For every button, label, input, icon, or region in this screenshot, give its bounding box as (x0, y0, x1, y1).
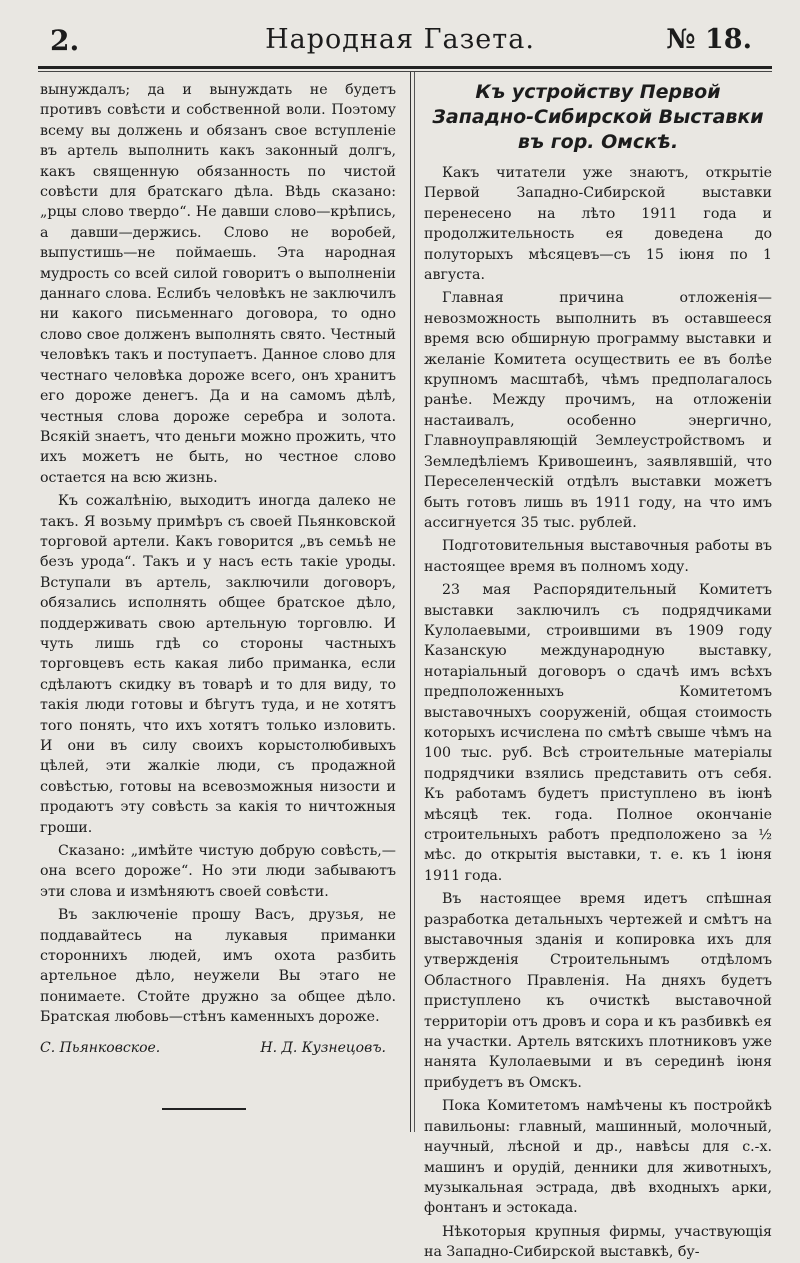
page-number: 2. (50, 24, 80, 57)
right-column (424, 80, 772, 1263)
header-rule-thin (38, 71, 772, 72)
right-paragraph: Нѣкоторыя крупныя фирмы, участвующія на Западно-Сибирской выставкѣ, бу- (424, 1223, 772, 1261)
newspaper-title: Народная Газета. (265, 24, 535, 55)
right-paragraph: 23 мая Распорядительный Комитетъ выставки заключилъ съ подрядчиками Кулолаевыми, строившими въ 1909 году Казанскую международную выставку, нотаріальный договоръ о сдачѣ имъ всѣхъ предположенныхъ Комитетомъ выставочныхъ сооруженій, общая стоимость которыхъ исчислена по смѣтѣ свыше чѣмъ на 100 тыс. руб. Всѣ строительные матеріалы подрядчики взялись представить отъ себя. Къ работамъ будетъ приступлено въ іюнѣ мѣсяцѣ тек. года. Полное окончаніе строительныхъ работъ предположено за ½ мѣс. до открытія выставки, т. е. къ 1 іюня 1911 года. (424, 582, 772, 884)
article-title: Къ устройству Первой Западно-Сибирской Выставки въ гор. Омскѣ. (432, 81, 764, 153)
left-paragraph: Въ заключеніе прошу Васъ, друзья, не поддавайтесь на лукавыя приманки стороннихъ людей, имъ охота разбить артельное дѣло, неужели Вы этаго не понимаете. Стойте дружно за общее дѣло. Братская любовь—стѣнъ каменныхъ дороже. (40, 907, 396, 1026)
signature-author: Н. Д. Кузнецовъ. (260, 1039, 386, 1056)
left-paragraph: Къ сожалѣнію, выходитъ иногда далеко не такъ. Я возьму примѣръ съ своей Пьянковской торговой артели. Какъ говорится „въ семьѣ не безъ урода“. Такъ и у насъ есть такіе уроды. Вступали въ артель, заключили договоръ, обязались исполнять общее братское дѣло, поддерживать свою артельную торговлю. И чуть лишь гдѣ со стороны частныхъ торговцевъ есть какая либо приманка, если сдѣлаютъ скидку въ товарѣ и то для виду, то такія люди готовы и бѣгутъ туда, и не хотятъ того понять, что ихъ хотятъ только изловить. И они въ силу своихъ корыстолюбивыхъ цѣлей, эти жалкіе люди, съ продажной совѣстью, готовы на всевозможныя низости и продаютъ эту совѣсть за какія то ничтожныя гроши. (40, 493, 396, 836)
signature (40, 1038, 396, 1058)
masthead (0, 18, 800, 66)
right-paragraph: Главная причина отложенія—невозможность выполнить въ оставшееся время всю обширную программу выставки и желаніе Комитета осуществить ее въ болѣе крупномъ масштабѣ, чѣмъ предполагалось ранѣе. Между прочимъ, на отложеніи настаивалъ, особенно энергично, Главноуправляющій Землеустройствомъ и Земледѣліемъ Кривошеинъ, заявлявшій, что Переселенческій отдѣлъ выставки можетъ быть готовъ лишь въ 1911 году, на что имъ ассигнуется 35 тыс. рублей. (424, 290, 772, 531)
right-paragraph: Пока Комитетомъ намѣчены къ постройкѣ павильоны: главный, машинный, молочный, научный, лѣсной и др., навѣсы для с.-х. машинъ и орудій, денники для животныхъ, музыкальная эстрада, двѣ входныхъ арки, фонтанъ и эстокада. (424, 1098, 772, 1217)
column-divider-thin (414, 72, 415, 1132)
left-paragraph: Сказано: „имѣйте чистую добрую совѣсть,—она всего дороже“. Но эти люди забываютъ эти слова и измѣняютъ своей совѣсти. (40, 843, 396, 900)
right-paragraph: Какъ читатели уже знаютъ, открытіе Первой Западно-Сибирской выставки перенесено на лѣто 1911 года и продолжительность ея доведена до полуторыхъ мѣсяцевъ—съ 15 іюня по 1 августа. (424, 165, 772, 284)
signature-place: С. Пьянковское. (40, 1039, 161, 1056)
header-rule (38, 66, 772, 69)
column-divider (410, 72, 411, 1132)
right-paragraph: Подготовительныя выставочныя работы въ настоящее время въ полномъ ходу. (424, 538, 772, 575)
end-rule (162, 1108, 246, 1110)
issue-number: № 18. (666, 24, 752, 55)
left-paragraph: вынуждалъ; да и вынуждать не будетъ противъ совѣсти и собственной воли. Поэтому всему вы должень и обязанъ свое вступленіе въ артель выполнить какъ законный долгъ, какъ священную обязанность по чистой совѣсти для братскаго дѣла. Вѣдь сказано: „рцы слово твердо“. Не давши слово—крѣпись, а давши—держись. Слово не воробей, выпустишь—не поймаешь. Эта народная мудрость со всей силой говоритъ о выполненіи даннаго слова. Еслибъ человѣкъ не заключилъ ни какого письменнаго договора, то одно слово свое долженъ выполнять свято. Честный человѣкъ такъ и поступаетъ. Данное слово для честнаго человѣка дороже всего, онъ хранитъ его дороже денегъ. Да и на самомъ дѣлѣ, честныя слова дороже серебра и золота. Всякій знаетъ, что деньги можно прожить, что ихъ можетъ не быть, но честное слово остается на всю жизнь. (40, 82, 396, 486)
left-column (40, 80, 396, 1110)
right-paragraph: Въ настоящее время идетъ спѣшная разработка детальныхъ чертежей и смѣтъ на выставочныя зданія и копировка ихъ для утвержденія Строительнымъ отдѣломъ Областного Правленія. На дняхъ будетъ приступлено къ очисткѣ выставочной территоріи отъ дровъ и сора и къ разбивкѣ ея на участки. Артель вятскихъ плотниковъ уже нанята Кулолаевыми и въ серединѣ іюня прибудетъ въ Омскъ. (424, 891, 772, 1091)
